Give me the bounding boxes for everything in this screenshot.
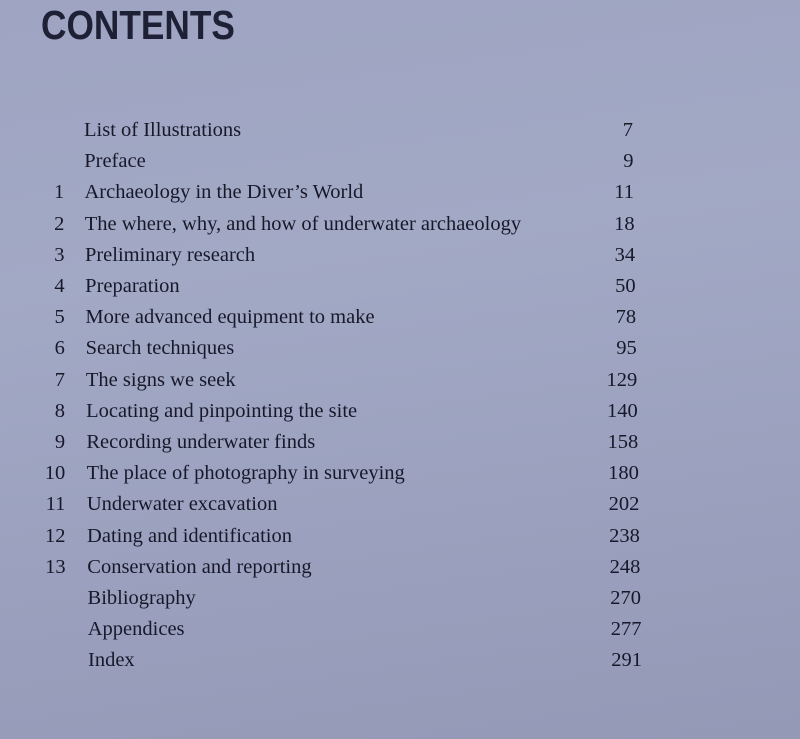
toc-entry — [0, 647, 800, 675]
chapter-title: The signs we seek — [85, 368, 236, 391]
chapter-title: Dating and identification — [87, 524, 292, 547]
toc-entry — [0, 554, 800, 582]
toc-entry — [0, 335, 800, 363]
chapter-number: 4 — [54, 275, 65, 297]
chapter-number: 6 — [54, 337, 65, 360]
page-number: 238 — [609, 524, 640, 547]
page-number: 158 — [607, 431, 639, 453]
page-number: 11 — [614, 181, 635, 204]
chapter-number: 5 — [54, 306, 65, 329]
chapter-title: Locating and pinpointing the site — [86, 399, 358, 422]
page-number: 140 — [607, 399, 638, 422]
page-number: 78 — [615, 306, 637, 329]
toc-entry — [0, 117, 800, 145]
chapter-number: 10 — [44, 462, 66, 485]
page-number: 18 — [614, 212, 635, 235]
toc-entry — [0, 429, 800, 457]
page-number: 95 — [616, 337, 637, 360]
chapter-number: 11 — [45, 493, 66, 516]
toc-entry — [0, 304, 800, 332]
toc-entry — [0, 148, 800, 176]
toc-entry — [0, 523, 800, 551]
chapter-title: Archaeology in the Diver’s World — [84, 181, 364, 204]
chapter-title: Preface — [84, 150, 146, 173]
chapter-title: Conservation and reporting — [87, 555, 312, 578]
chapter-number: 1 — [53, 181, 65, 204]
chapter-number: 12 — [45, 524, 66, 547]
chapter-title: List of Illustrations — [84, 119, 242, 141]
toc-entry — [0, 242, 800, 270]
chapter-title: Preparation — [85, 275, 180, 297]
chapter-title: More advanced equipment to make — [85, 306, 375, 329]
toc-entry — [0, 211, 800, 239]
page-number: 129 — [606, 368, 638, 391]
toc-entry — [0, 367, 800, 395]
page-number: 248 — [609, 555, 641, 578]
chapter-number: 8 — [54, 399, 66, 422]
chapter-number: 7 — [54, 368, 65, 391]
chapter-title: Recording underwater finds — [86, 431, 316, 453]
chapter-title: Index — [88, 649, 135, 672]
page-number: 270 — [610, 587, 641, 609]
page-number: 202 — [608, 493, 640, 516]
chapter-title: The where, why, and how of underwater archaeology — [84, 212, 522, 235]
chapter-number: 3 — [54, 243, 65, 266]
page-number: 34 — [614, 243, 636, 266]
chapter-title: The place of photography in surveying — [86, 462, 405, 485]
chapter-number: 13 — [45, 555, 66, 578]
chapter-title: Search techniques — [85, 337, 235, 360]
page-number: 50 — [615, 275, 636, 297]
chapter-title: Appendices — [87, 618, 185, 641]
toc-entry — [0, 460, 800, 488]
chapter-number: 2 — [54, 212, 65, 235]
page-number: 291 — [611, 649, 642, 672]
page-number: 180 — [608, 462, 639, 485]
page-number: 9 — [623, 150, 634, 173]
chapter-title: Bibliography — [87, 587, 196, 609]
toc-entry — [0, 585, 800, 613]
toc-entry — [0, 398, 800, 426]
chapter-title: Underwater excavation — [86, 493, 278, 516]
toc-entry — [0, 491, 800, 519]
toc-entry — [0, 273, 800, 301]
toc-entry — [0, 179, 800, 207]
page-number: 7 — [622, 119, 633, 141]
page-number: 277 — [610, 618, 642, 641]
toc-entry — [0, 616, 800, 644]
chapter-title: Preliminary research — [84, 243, 256, 266]
chapter-number: 9 — [54, 431, 66, 453]
page-title: CONTENTS — [41, 2, 235, 48]
